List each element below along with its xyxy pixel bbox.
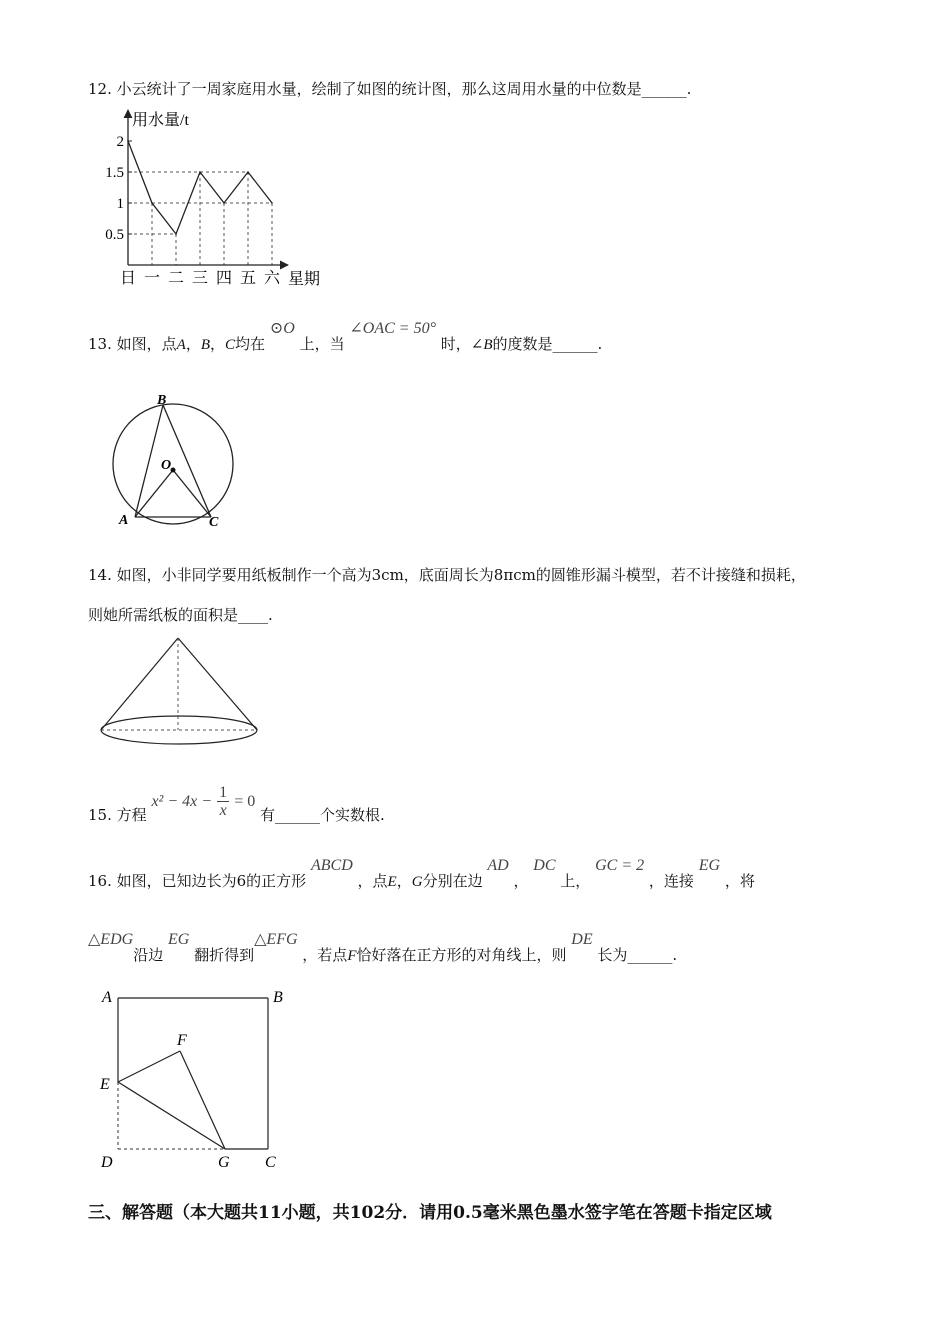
q13-text-2: 均在 (235, 335, 266, 353)
q16-segment-eg: EG (698, 857, 721, 874)
q14-text-line-2: 则她所需纸板的面积是 (88, 606, 239, 624)
label-a: A (119, 513, 129, 528)
q15-text-3: 个实数根. (320, 806, 385, 824)
y-axis-label: 用水量/t (132, 112, 189, 129)
q13-angle-oac: ∠OAC = 50° (349, 320, 436, 337)
q16-side-ad: AD (487, 857, 509, 874)
question-13 (88, 320, 603, 354)
data-point (175, 233, 177, 235)
label-c: C (265, 1154, 276, 1171)
q16-point-e: E (387, 874, 397, 890)
q15-number: 15. (88, 806, 112, 824)
q16-text-10: 恰好落在正方形的对角线上，则 (356, 946, 567, 964)
data-point (247, 171, 249, 173)
data-point (151, 202, 153, 204)
label-c: C (209, 515, 219, 530)
x-tick-label: 一 (143, 270, 161, 287)
label-g: G (218, 1154, 230, 1171)
x-tick-label: 六 (263, 270, 281, 287)
segment-eg (118, 1082, 225, 1149)
q16-square-abcd: ABCD (310, 857, 353, 874)
q15-eq-right: = 0 (234, 793, 256, 810)
q13-sep-2: ， (210, 335, 226, 353)
label-a: A (102, 989, 112, 1006)
q13-number: 13. (88, 335, 112, 353)
q13-text-5: 的度数是 (492, 335, 553, 353)
q12-end: . (686, 80, 692, 98)
q16-text-6: ，将 (724, 872, 755, 890)
q15-text-2: 有 (260, 806, 276, 824)
x-axis-label: 星期 (288, 271, 321, 288)
q13-circle-o: ⊙O (269, 320, 295, 337)
x-tick-label: 四 (215, 270, 233, 287)
q16-segment-de: DE (571, 931, 593, 948)
segment-ef (118, 1051, 180, 1082)
y-tick-label: 1.5 (105, 165, 124, 181)
question-14 (88, 564, 806, 585)
q16-end: . (672, 946, 678, 964)
q16-point-f: F (347, 948, 357, 964)
square-fold-figure (95, 985, 295, 1175)
q13-text-3: 上，当 (299, 335, 345, 353)
chart-guide-lines (128, 172, 272, 265)
q16-triangle-efg: △EFG (254, 931, 298, 948)
segment-oc (173, 470, 211, 517)
q15-eq-left: x² − 4x − (151, 793, 213, 810)
q13-text-1: 如图，点 (116, 335, 177, 353)
q16-blank: ______ (627, 946, 673, 964)
q12-blank: ______ (641, 80, 687, 98)
q16-text-9: ，若点 (302, 946, 348, 964)
x-tick-label: 五 (239, 270, 257, 287)
q14-end: . (268, 606, 273, 624)
q16-point-g: G (411, 874, 423, 890)
x-tick-label: 三 (191, 270, 209, 287)
label-o: O (161, 458, 172, 473)
q16-text-7: 沿边 (133, 946, 164, 964)
q13-sep-1: ， (185, 335, 201, 353)
label-d: D (101, 1154, 113, 1171)
water-usage-chart (105, 100, 338, 290)
q14-blank: ____ (238, 606, 269, 624)
q16-comma: ， (513, 872, 529, 890)
q16-text-4: 上， (560, 872, 591, 890)
question-15 (88, 784, 385, 833)
q16-sep: ， (396, 872, 412, 890)
q15-text-1: 方程 (116, 806, 147, 824)
q16-text-1: 如图，已知边长为6的正方形 (116, 872, 307, 890)
q16-text-5: ，连接 (648, 872, 694, 890)
q13-point-b: B (200, 337, 211, 353)
q12-number: 12. (88, 80, 112, 98)
q15-blank: ______ (275, 806, 321, 824)
x-tick-label: 日 (119, 270, 137, 287)
y-tick-label: 0.5 (105, 227, 124, 243)
q16-gc-eq: GC = 2 (595, 857, 645, 874)
q16-triangle-edg: △EDG (88, 931, 134, 948)
q16-text-11: 长为 (597, 946, 628, 964)
q13-blank: ______ (552, 335, 598, 353)
q12-text: 小云统计了一周家庭用水量，绘制了如图的统计图，那么这周用水量的中位数是 (116, 80, 642, 98)
q14-number: 14. (88, 566, 112, 584)
section-3-heading: 三、解答题（本大题共11小题，共102分．请用0.5毫米黑色墨水签字笔在答题卡指定区域 (88, 1203, 772, 1223)
q16-number: 16. (88, 872, 112, 890)
label-f: F (177, 1032, 187, 1049)
circle-o (113, 404, 233, 524)
x-tick-label: 二 (167, 270, 185, 287)
q16-text-8: 翻折得到 (194, 946, 255, 964)
q16-text-3: 分别在边 (422, 872, 483, 890)
q16-text-2: ，点 (357, 872, 388, 890)
q13-point-c: C (225, 337, 236, 353)
q14-text-line-1: 如图，小非同学要用纸板制作一个高为3cm，底面周长为8πcm的圆锥形漏斗模型，若不计接缝和损耗， (116, 566, 806, 584)
q15-fraction (217, 784, 229, 819)
cone-figure (95, 630, 265, 750)
data-point (127, 140, 129, 142)
data-point (199, 171, 201, 173)
circle-triangle-figure (105, 390, 255, 530)
y-tick-label: 2 (116, 134, 124, 150)
q15-frac-num: 1 (219, 784, 228, 801)
q13-end: . (597, 335, 603, 353)
q15-equation (151, 784, 255, 819)
question-16-line-2 (88, 931, 678, 965)
q13-point-a: A (176, 337, 186, 353)
question-12 (88, 78, 691, 99)
x-tick-labels (120, 269, 281, 287)
q13-text-4: 时， (440, 335, 471, 353)
data-point (223, 202, 225, 204)
center-dot (171, 468, 176, 473)
data-point (271, 202, 273, 204)
y-tick-label: 1 (116, 196, 124, 212)
label-e: E (100, 1076, 110, 1093)
question-16 (88, 857, 755, 891)
q16-side-dc: DC (533, 857, 556, 874)
label-b: B (157, 393, 167, 408)
q15-frac-den: x (219, 802, 227, 819)
q16-segment-eg-2: EG (167, 931, 190, 948)
q13-angle-b: ∠B (470, 337, 493, 353)
label-b: B (273, 989, 283, 1006)
question-14-line-2 (88, 604, 273, 625)
